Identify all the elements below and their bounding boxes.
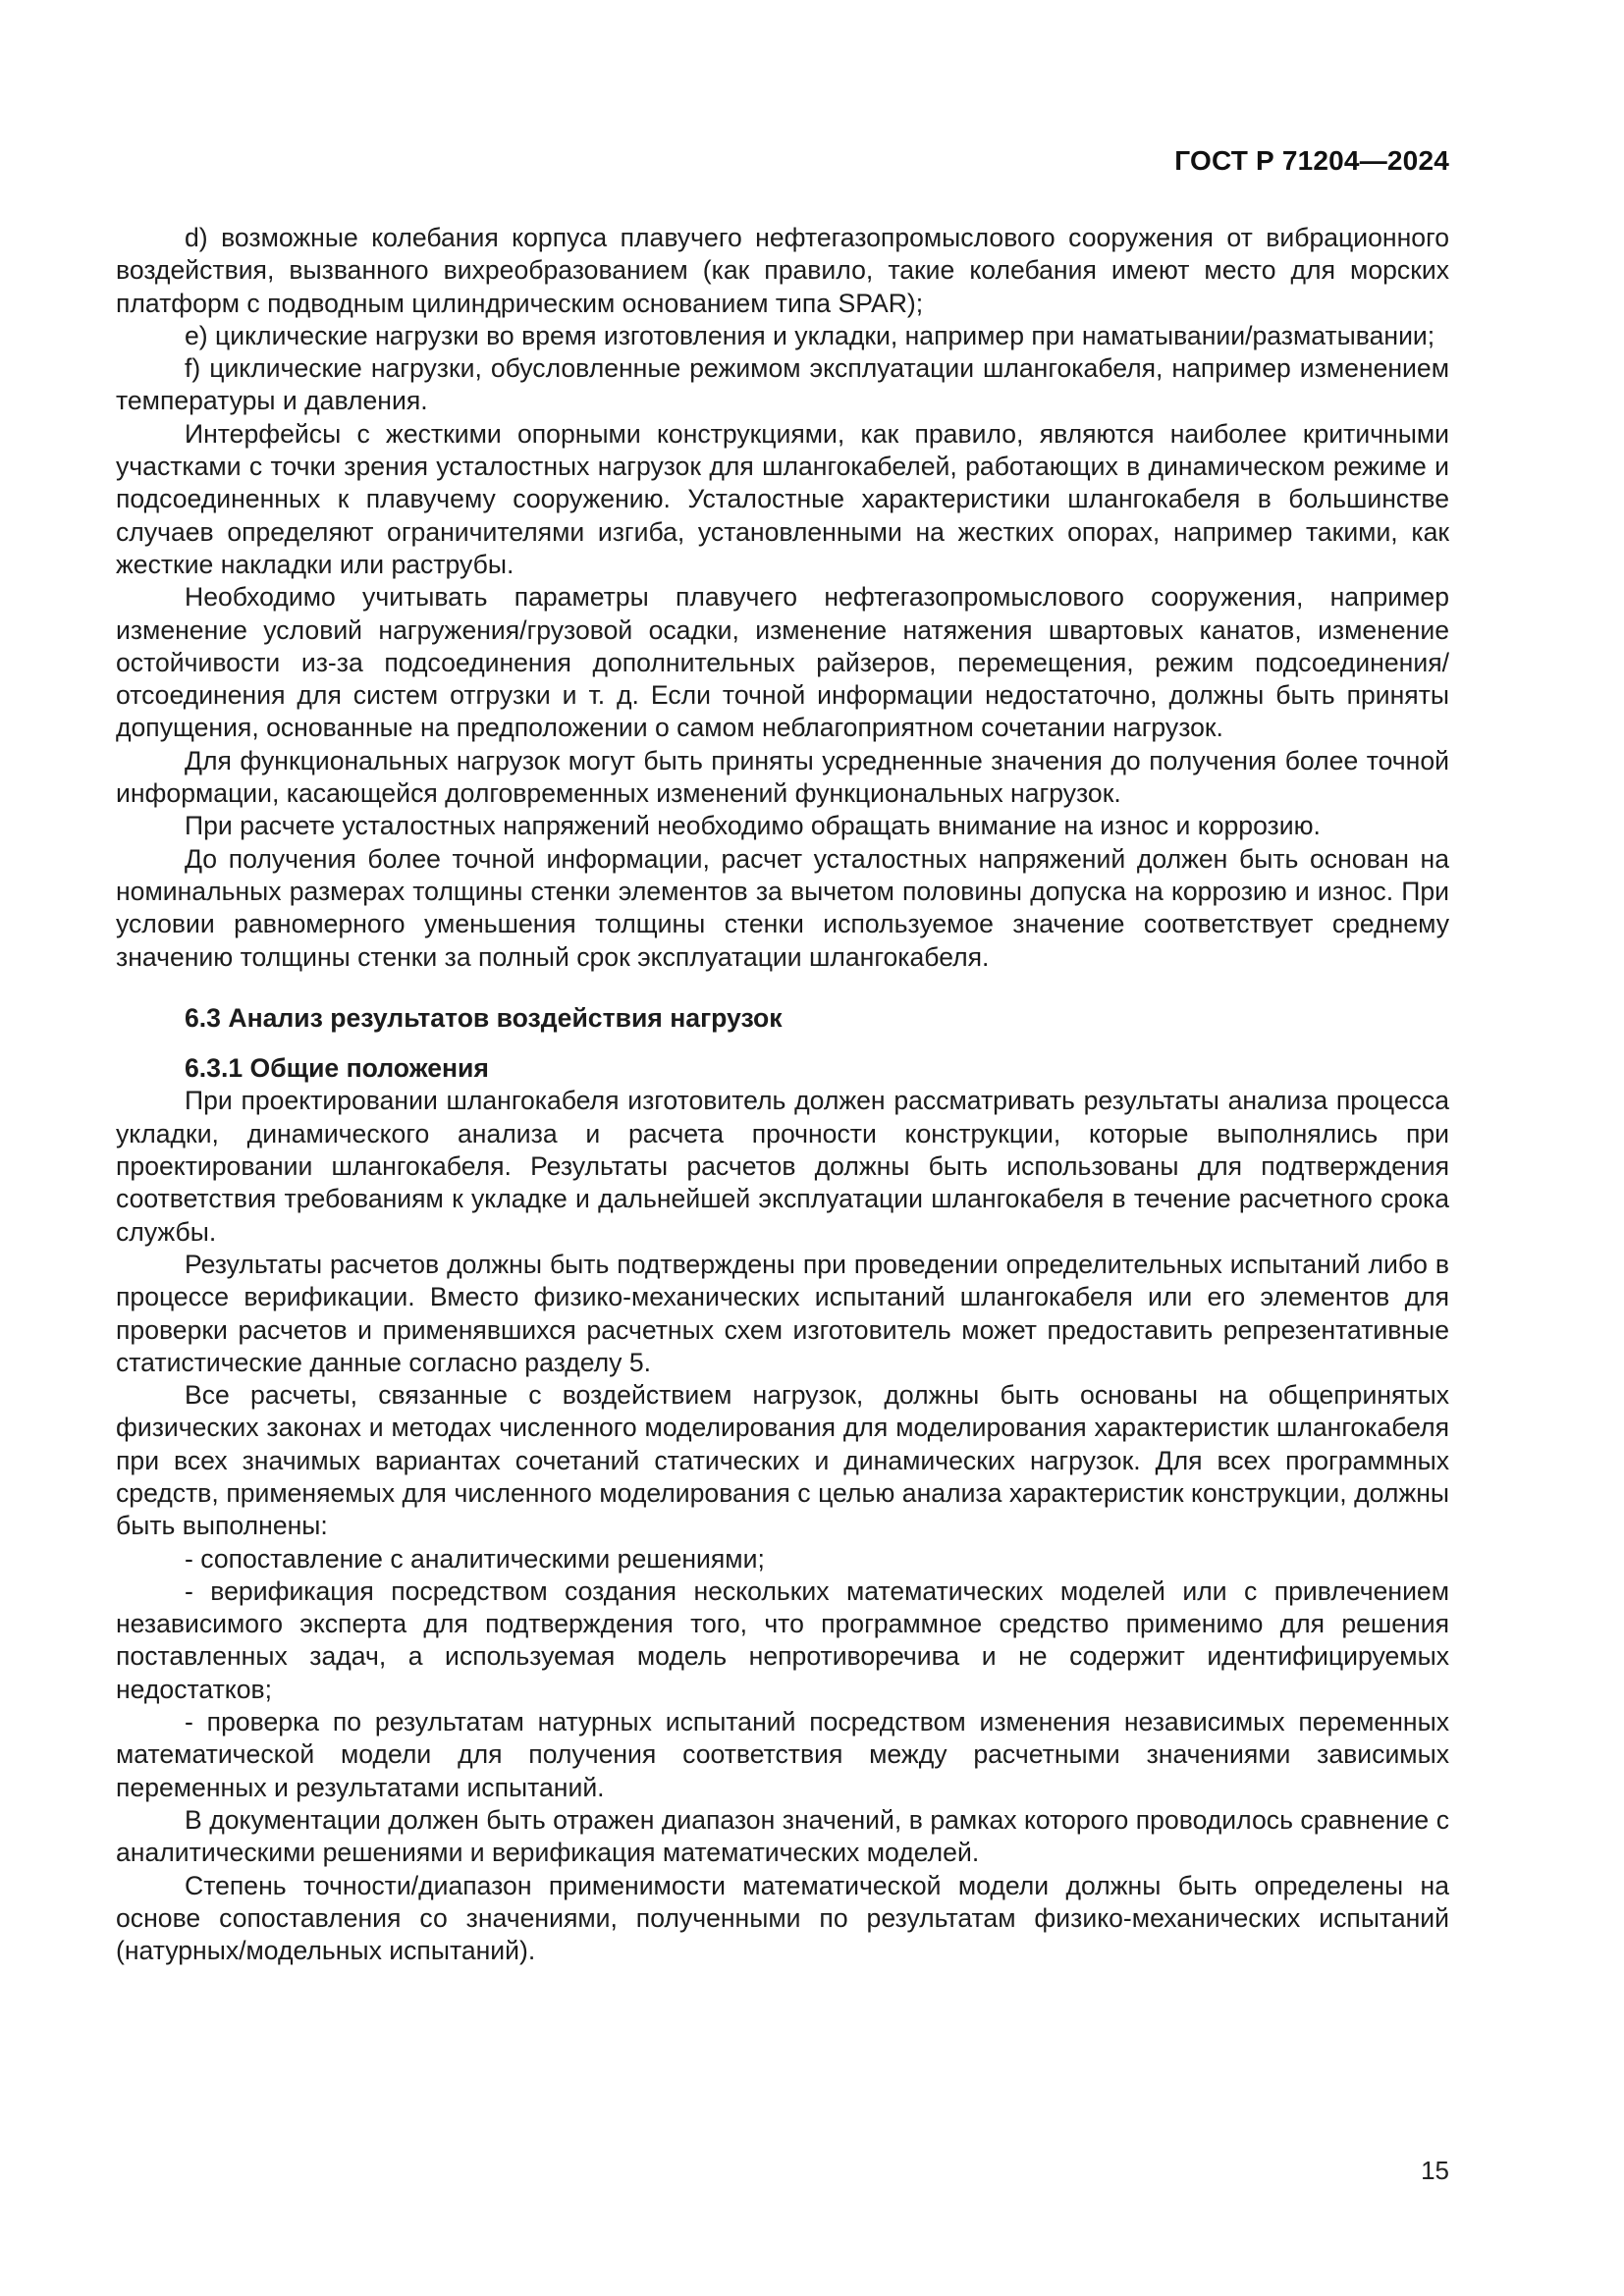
paragraph: Необходимо учитывать параметры плавучего нефтегазопромыслового сооружения, например изменение условий нагружения/грузовой осадки, изменение натяжения швартовых канатов, изменение остойчивости из-за подсоединения дополнительных райзеров, перемещения, режим подсоединения/отсоединения для систем отгрузки и т. д. Если точной информации недостаточно, должны быть приняты допущения, основанные на предположении о самом неблагоприятном сочетании нагрузок.	[116, 582, 1449, 743]
list-item-e: e) циклические нагрузки во время изготовления и укладки, например при наматывании/разматывании;	[185, 320, 1435, 350]
paragraph: Интерфейсы с жесткими опорными конструкциями, как правило, являются наиболее критичными участками с точки зрения усталостных нагрузок для шлангокабелей, работающих в динамическом режиме и подсоединенных к плавучему сооружению. Усталостные характеристики шлангокабеля в большинстве случаев определяют ограничителями изгиба, установленными на жестких опорах, например такими, как жесткие накладки или раструбы.	[116, 418, 1449, 579]
document-id-header: ГОСТ Р 71204—2024	[1174, 145, 1449, 176]
paragraph: Степень точности/диапазон применимости математической модели должны быть определены на основе сопоставления со значениями, полученными по результатам физико-механических испытаний (натурных/модельных испытаний).	[116, 1870, 1449, 1966]
subsection-heading: 6.3.1 Общие положения	[185, 1053, 489, 1084]
paragraph: Для функциональных нагрузок могут быть приняты усредненные значения до получения более точной информации, касающейся долговременных изменений функциональных нагрузок.	[116, 745, 1449, 809]
page-number: 15	[1421, 2156, 1449, 2185]
bullet-item: - верификация посредством создания нескольких математических моделей или с привлечением независимого эксперта для подтверждения того, что программное средство применимо для решения поставленных задач, а используемая модель непротиворечива и не содержит идентифицируемых недостатков;	[116, 1575, 1449, 1704]
paragraph: Все расчеты, связанные с воздействием нагрузок, должны быть основаны на общепринятых физических законах и методах численного моделирования для моделирования характеристик шлангокабеля при всех значимых вариантах сочетаний статических и динамических нагрузок. Для всех программных средств, применяемых для численного моделирования с целью анализа характеристик конструкции, должны быть выполнены:	[116, 1380, 1449, 1541]
paragraph: Результаты расчетов должны быть подтверждены при проведении определительных испытаний либо в процессе верификации. Вместо физико-механических испытаний шлангокабеля или его элементов для проверки расчетов и применявшихся расчетных схем изготовитель может предоставить репрезентативные статистические данные согласно разделу 5.	[116, 1249, 1449, 1377]
document-body	[116, 222, 1449, 1967]
list-item-f: f) циклические нагрузки, обусловленные режимом эксплуатации шлангокабеля, например изменением температуры и давления.	[116, 353, 1449, 416]
bullet-item: - сопоставление с аналитическими решениями;	[185, 1543, 765, 1574]
bullet-item: - проверка по результатам натурных испытаний посредством изменения независимых переменных математической модели для получения соответствия между расчетными значениями зависимых переменных и результатами испытаний.	[116, 1707, 1449, 1802]
paragraph: При проектировании шлангокабеля изготовитель должен рассматривать результаты анализа процесса укладки, динамического анализа и расчета прочности конструкции, которые выполнялись при проектировании шлангокабеля. Результаты расчетов должны быть использованы для подтверждения соответствия требованиям к укладке и дальнейшей эксплуатации шлангокабеля в течение расчетного срока службы.	[116, 1086, 1449, 1247]
paragraph: При расчете усталостных напряжений необходимо обращать внимание на износ и коррозию.	[185, 811, 1321, 841]
paragraph: В документации должен быть отражен диапазон значений, в рамках которого проводилось сравнение с аналитическими решениями и верификация математических моделей.	[116, 1804, 1449, 1868]
paragraph: До получения более точной информации, расчет усталостных напряжений должен быть основан на номинальных размерах толщины стенки элементов за вычетом половины допуска на коррозию и износ. При условии равномерного уменьшения толщины стенки используемое значение соответствует среднему значению толщины стенки за полный срок эксплуатации шлангокабеля.	[116, 843, 1449, 972]
section-heading: 6.3 Анализ результатов воздействия нагрузок	[185, 1002, 783, 1033]
list-item-d: d) возможные колебания корпуса плавучего нефтегазопромыслового сооружения от вибрационного воздействия, вызванного вихреобразованием (как правило, такие колебания имеют место для морских платформ с подводным цилиндрическим основанием типа SPAR);	[116, 223, 1449, 318]
